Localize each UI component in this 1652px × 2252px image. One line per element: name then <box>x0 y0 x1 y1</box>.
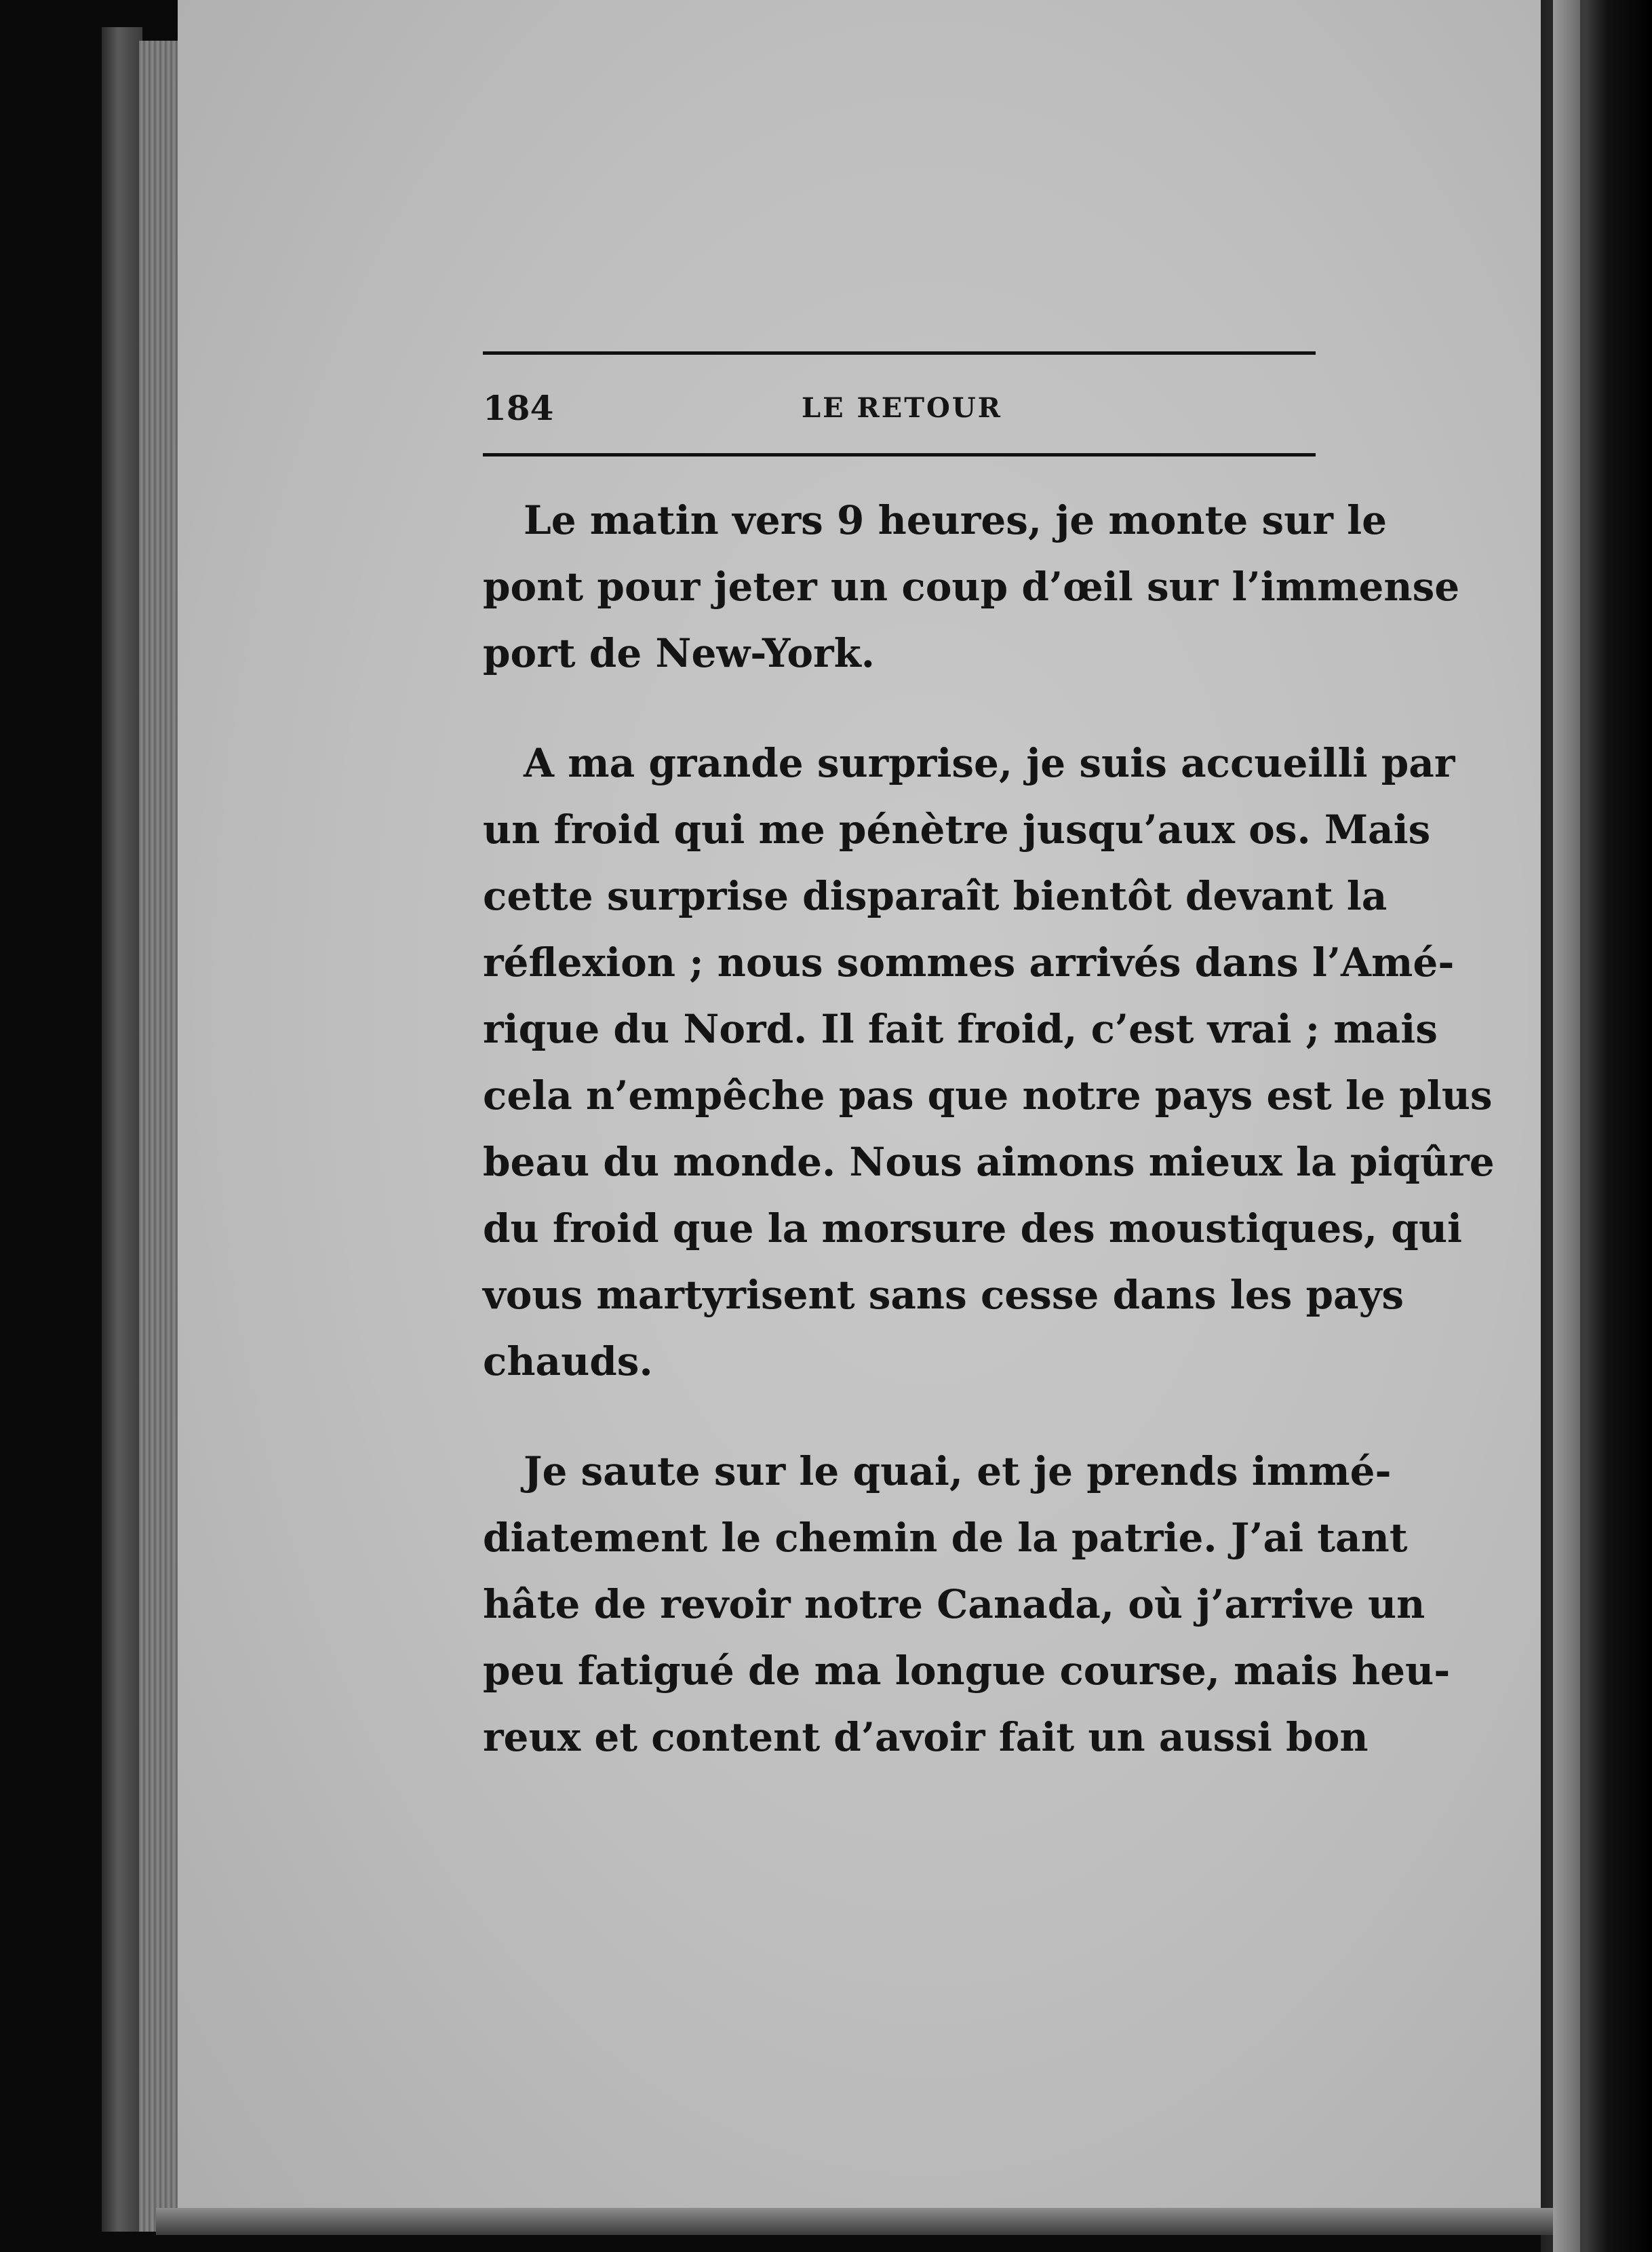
text-line: Le matin vers 9 heures, je monte sur le <box>524 497 1387 543</box>
text-line: du froid que la morsure des moustiques, qui <box>483 1205 1463 1251</box>
text-line: vous martyrisent sans cesse dans les pays <box>483 1272 1404 1318</box>
header-rule-bottom <box>483 453 1316 457</box>
paragraph-2 <box>483 730 1495 1395</box>
text-line: beau du monde. Nous aimons mieux la piqûre <box>483 1139 1495 1185</box>
text-line: Je saute sur le quai, et je prends immé- <box>524 1448 1392 1494</box>
text-line: A ma grande surprise, je suis accueilli par <box>524 740 1455 786</box>
text-line: un froid qui me pénètre jusqu’aux os. Mais <box>483 807 1431 853</box>
running-title: LE RETOUR <box>802 392 1003 424</box>
text-line: pont pour jeter un coup d’œil sur l’immense <box>483 564 1460 610</box>
text-line: rique du Nord. Il fait froid, c’est vrai ; mais <box>483 1006 1438 1052</box>
text-line: réflexion ; nous sommes arrivés dans l’Amé- <box>483 939 1455 986</box>
page-edges-left <box>139 41 180 2232</box>
header-rule-top <box>483 351 1316 355</box>
text-line: cette surprise disparaît bientôt devant la <box>483 873 1388 919</box>
text-line: chauds. <box>483 1338 653 1384</box>
text-line: hâte de revoir notre Canada, où j’arrive un <box>483 1581 1425 1627</box>
body-text <box>483 487 1495 1814</box>
running-head <box>483 388 1316 435</box>
text-line: peu fatigué de ma longue course, mais heu- <box>483 1648 1451 1694</box>
paragraph-1 <box>483 487 1460 686</box>
text-line: reux et content d’avoir fait un aussi bon <box>483 1714 1369 1760</box>
book-spine <box>102 27 142 2232</box>
page-number: 184 <box>483 388 554 428</box>
facing-page-edge <box>1553 0 1580 2252</box>
paragraph-3 <box>483 1438 1451 1770</box>
text-line: port de New-York. <box>483 630 875 676</box>
text-line: diatement le chemin de la patrie. J’ai tant <box>483 1515 1408 1561</box>
page-bottom-edge <box>156 2208 1553 2235</box>
text-line: cela n’empêche pas que notre pays est le plus <box>483 1072 1493 1119</box>
